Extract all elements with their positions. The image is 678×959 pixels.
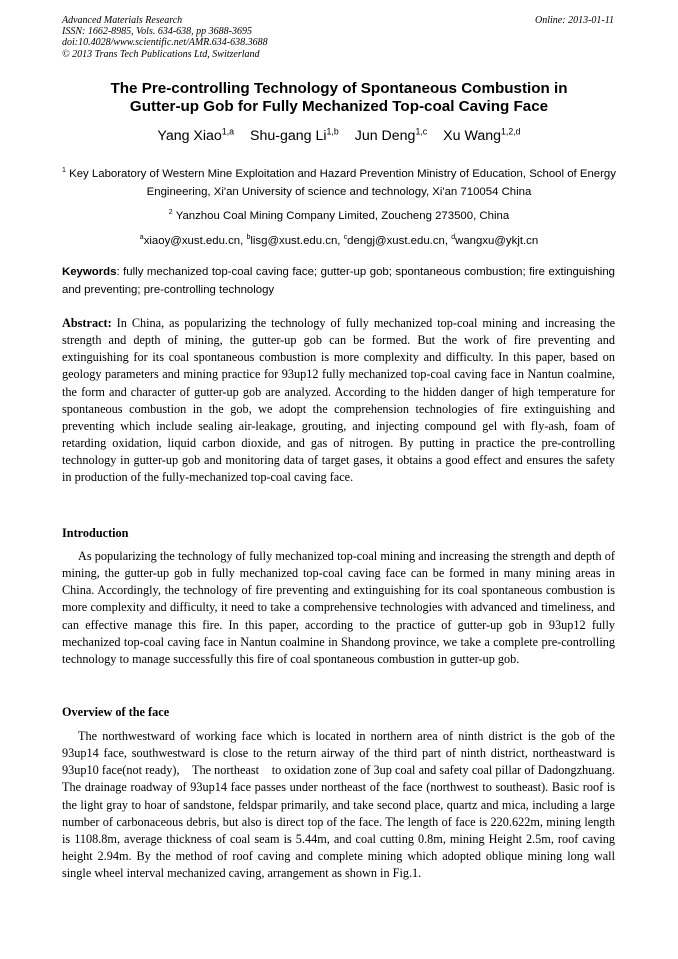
- author: Xu Wang$^{1,2,d}$: [443, 126, 521, 144]
- doi-line: doi:10.4028/www.scientific.net/AMR.634-638.3688: [62, 37, 268, 49]
- introduction-paragraph: As popularizing the technology of fully mechanized top-coal mining and increasing the strength and depth of mining, the gutter-up gob in fully mechanized top-coal caving face can be formed in many mining areas in China. Accordingly, the technology of fire preventing and extinguishing for its coal spontaneous combustion is more complexity and difficulty, it need to take a comprehensive technologies with advanced and timeliness, and can effective manage this fire. In this paper, according to the practice of gutter-up gob in 93up12 fully mechanized top-coal caving face in Nantun coalmine in Shandong province, we take a complete pre-controlling technology to manage successfully this fire of coal spontaneous combustion in gutter-up gob.: [62, 549, 615, 666]
- online-date: Online: 2013-01-11: [535, 15, 614, 26]
- overview-paragraph: The northwestward of working face which is located in northern area of ninth district is the gob of the 93up14 face, southwestward is close to the return airway of the third part of ninth district, northeastward is 93up10 face(not ready), The northeast to oxidation zone of 3up coal and safety coal pillar of Dadongzhuang. The drainage roadway of 93up14 face passes under northeast of the face (northwest to southeast). Basic roof is the light gray to hoar of sandstone, feldspar primarily, and take second place, quartz and mica, including a large number of carbonaceous debris, but also is direct top of the face. The length of face is 220.622m, mining length is 1108.8m, average thickness of coal seam is 5.44m, and coal cutting 0.8m, mining Height 2.5m, roof caving height 2.94m. By the method of roof caving and complete mining which adopted oblique mining long wall single wheel interval mechanized caving, arrangement as shown in Fig.1.: [62, 729, 615, 881]
- copyright-line: © 2013 Trans Tech Publications Ltd, Switzerland: [62, 48, 260, 60]
- affiliation-1: $^1$ Key Laboratory of Western Mine Exploitation and Hazard Prevention Ministry of Education, School of Energy Engineering, Xi'an University of science and technology, Xi'an 710054 China: [62, 167, 616, 198]
- introduction-heading: Introduction: [62, 526, 129, 540]
- author-list: [40, 127, 638, 145]
- journal-name: Advanced Materials Research: [62, 15, 183, 26]
- keywords-text: : fully mechanized top-coal caving face; gutter-up gob; spontaneous combustion; fire extinguishing and preventing; pre-controlling technology: [62, 266, 615, 296]
- paper-title: [50, 80, 628, 116]
- author-emails: $^a$xiaoy@xust.edu.cn, $^b$lisg@xust.edu.cn, $^c$dengj@xust.edu.cn, $^d$wangxu@ykjt.cn: [139, 234, 539, 247]
- author: Shu-gang Li$^{1,b}$: [250, 126, 339, 144]
- keywords-label: Keywords: [62, 266, 117, 278]
- author: Yang Xiao$^{1,a}$: [157, 126, 235, 144]
- title-line-2: Gutter-up Gob for Fully Mechanized Top-coal Caving Face: [129, 98, 549, 115]
- issn-line: ISSN: 1662-8985, Vols. 634-638, pp 3688-3695: [62, 26, 252, 38]
- overview-heading: Overview of the face: [62, 705, 170, 719]
- abstract-text: In China, as popularizing the technology of fully mechanized top-coal mining and increasing the strength and depth of mining, the gutter-up gob can be formed. But the work of fire preventing and extinguishing for its coal spontaneous combustion is more complexity and difficulty. In this paper, based on geology parameters and mining practice for 93up12 fully mechanized top-coal caving face in Nantun coalmine, the form and character of gutter-up gob are analyzed. According to the hidden danger of high temperature for spontaneous combustion in the gob, we adopt the comprehension technologies of fire extinguishing and preventing which include sealing air-leakage, grouting, and injecting compound gel with fly-ash, foam of retarding oxidation, liquid carbon dioxide, and gas of nitrogen. By putting in practice the pre-controlling technology in gutter-up gob and monitoring data of target gases, it obtains a good effect and ensures the safety in production of the fully-mechanized top-coal caving face.: [62, 316, 616, 485]
- journal-header: [62, 15, 482, 60]
- title-line-1: The Pre-controlling Technology of Spontaneous Combustion in: [110, 80, 568, 97]
- affiliation-2: $^2$ Yanzhou Coal Mining Company Limited, Zoucheng 273500, China: [168, 209, 510, 222]
- author: Jun Deng$^{1,c}$: [354, 126, 428, 144]
- abstract-label: Abstract:: [62, 316, 112, 330]
- keywords: [62, 264, 615, 299]
- abstract: [62, 315, 615, 487]
